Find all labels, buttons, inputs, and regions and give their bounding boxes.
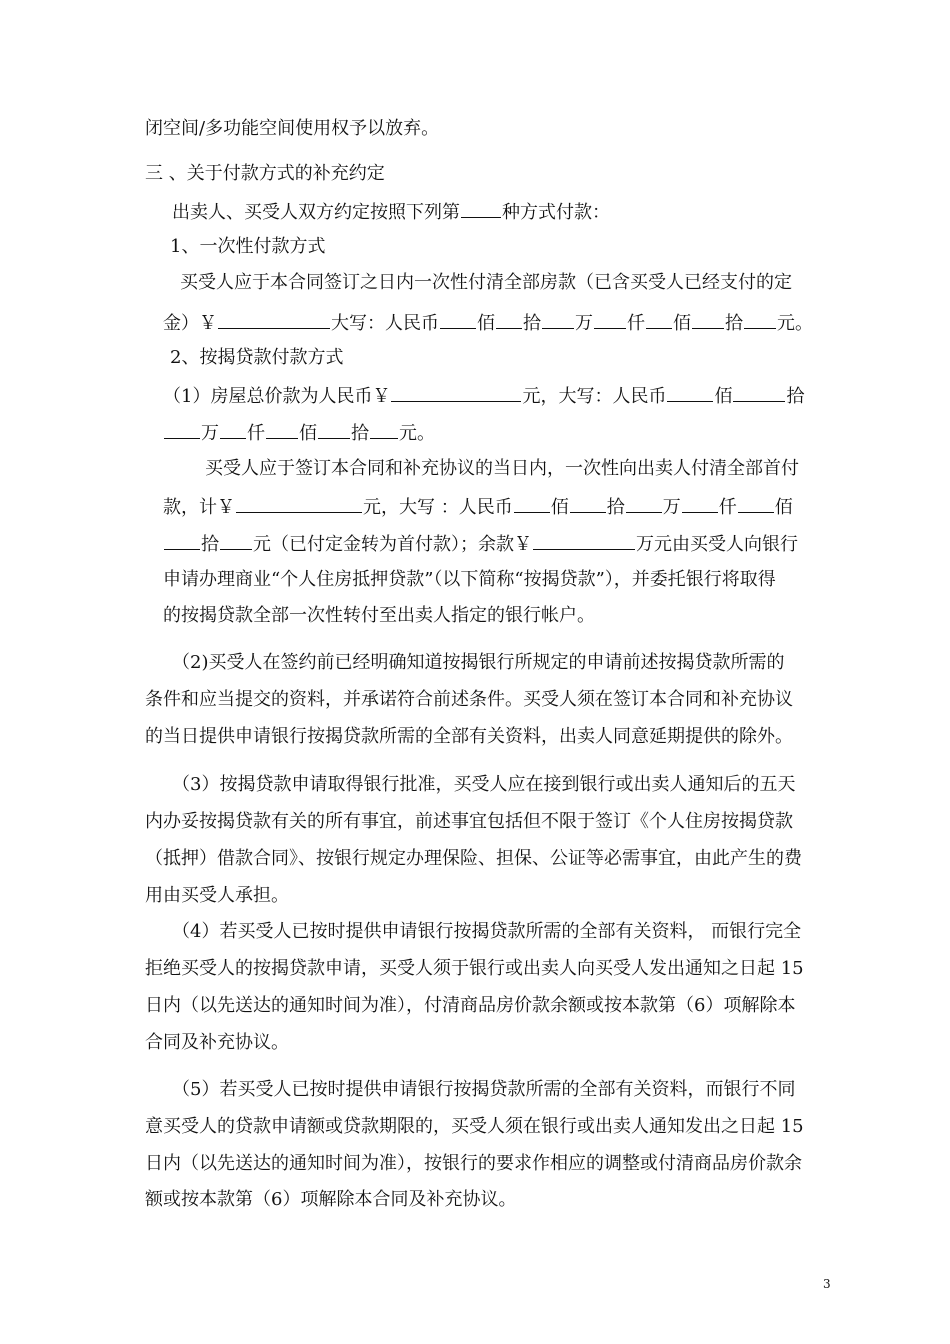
fill-blank[interactable] <box>218 310 330 329</box>
text-line: 日内（以先送达的通知时间为准），付清商品房价款余额或按本款第（6）项解除本 <box>145 995 796 1016</box>
fill-blank[interactable] <box>220 531 252 550</box>
fill-blank[interactable] <box>370 420 398 439</box>
fill-blank[interactable] <box>646 310 672 329</box>
text-line: 款，计￥ 元，大写 ：人民币 佰 拾 万 仟 佰 <box>163 494 793 520</box>
page-number: 3 <box>823 1277 831 1291</box>
text-line: 申请办理商业“个人住房抵押贷款”（以下简称“按揭贷款”），并委托银行将取得 <box>163 569 776 590</box>
text-line: 金）￥ 大写：人民币 佰 拾 万 仟 佰 拾 元。 <box>163 310 813 336</box>
text-line: 万 仟 佰 拾 元。 <box>163 420 435 446</box>
fill-blank[interactable] <box>594 310 626 329</box>
fill-blank[interactable] <box>318 420 350 439</box>
fill-blank[interactable] <box>236 494 362 513</box>
text-line: （1）房屋总价款为人民币￥ 元，大写：人民币 佰 拾 <box>163 383 804 409</box>
fill-blank[interactable] <box>533 531 635 550</box>
text-line: （抵押）借款合同》、按银行规定办理保险、担保、公证等必需事宜，由此产生的费 <box>145 848 802 869</box>
text-line: （3）按揭贷款申请取得银行批准，买受人应在接到银行或出卖人通知后的五天 <box>172 774 796 795</box>
fill-blank[interactable] <box>391 383 521 402</box>
fill-blank[interactable] <box>667 383 713 402</box>
fill-blank[interactable] <box>164 531 200 550</box>
text-line: 的按揭贷款全部一次性转付至出卖人指定的银行帐户。 <box>163 605 595 626</box>
text-line: 日内（以先送达的通知时间为准），按银行的要求作相应的调整或付清商品房价款余 <box>145 1153 802 1174</box>
subheading: 2、按揭贷款付款方式 <box>170 347 344 368</box>
fill-blank[interactable] <box>514 494 550 513</box>
text-line: 买受人应于签订本合同和补充协议的当日内，一次性向出卖人付清全部首付 <box>205 458 799 479</box>
fill-blank[interactable] <box>692 310 724 329</box>
fill-blank[interactable] <box>733 383 785 402</box>
fill-blank[interactable] <box>461 199 501 218</box>
text-line: 出卖人、买受人双方约定按照下列第 种方式付款： <box>172 199 610 225</box>
fill-blank[interactable] <box>682 494 718 513</box>
section-heading: 三 、关于付款方式的补充约定 <box>145 163 385 184</box>
text-line: 意买受人的贷款申请额或贷款期限的，买受人须在银行或出卖人通知发出之日起 15 <box>145 1116 804 1137</box>
fill-blank[interactable] <box>738 494 774 513</box>
subheading: 1、一次性付款方式 <box>170 236 326 257</box>
text-line: （4）若买受人已按时提供申请银行按揭贷款所需的全部有关资料， 而银行完全 <box>172 921 802 942</box>
text-line: 闭空间/多功能空间使用权予以放弃。 <box>145 118 440 139</box>
text-line: 合同及补充协议。 <box>145 1032 289 1053</box>
text-line: （2)买受人在签约前已经明确知道按揭银行所规定的申请前述按揭贷款所需的 <box>172 652 785 673</box>
text-line: 内办妥按揭贷款有关的所有事宜，前述事宜包括但不限于签订《个人住房按揭贷款 <box>145 811 793 832</box>
text-line: 拾 元（已付定金转为首付款）；余款￥ 万元由买受人向银行 <box>163 531 798 557</box>
text-line: 的当日提供申请银行按揭贷款所需的全部有关资料，出卖人同意延期提供的除外。 <box>145 726 793 747</box>
text-line: 条件和应当提交的资料，并承诺符合前述条件。买受人须在签订本合同和补充协议 <box>145 689 793 710</box>
fill-blank[interactable] <box>496 310 522 329</box>
fill-blank[interactable] <box>440 310 476 329</box>
text-line: 额或按本款第（6）项解除本合同及补充协议。 <box>145 1189 517 1210</box>
fill-blank[interactable] <box>164 420 200 439</box>
fill-blank[interactable] <box>266 420 298 439</box>
fill-blank[interactable] <box>626 494 662 513</box>
text-line: 买受人应于本合同签订之日内一次性付清全部房款（已含买受人已经支付的定 <box>180 272 792 293</box>
fill-blank[interactable] <box>542 310 574 329</box>
fill-blank[interactable] <box>220 420 246 439</box>
text-line: 用由买受人承担。 <box>145 885 289 906</box>
fill-blank[interactable] <box>744 310 776 329</box>
fill-blank[interactable] <box>570 494 606 513</box>
text-line: 拒绝买受人的按揭贷款申请，买受人须于银行或出卖人向买受人发出通知之日起 15 <box>145 958 804 979</box>
text-line: （5）若买受人已按时提供申请银行按揭贷款所需的全部有关资料，而银行不同 <box>172 1079 796 1100</box>
